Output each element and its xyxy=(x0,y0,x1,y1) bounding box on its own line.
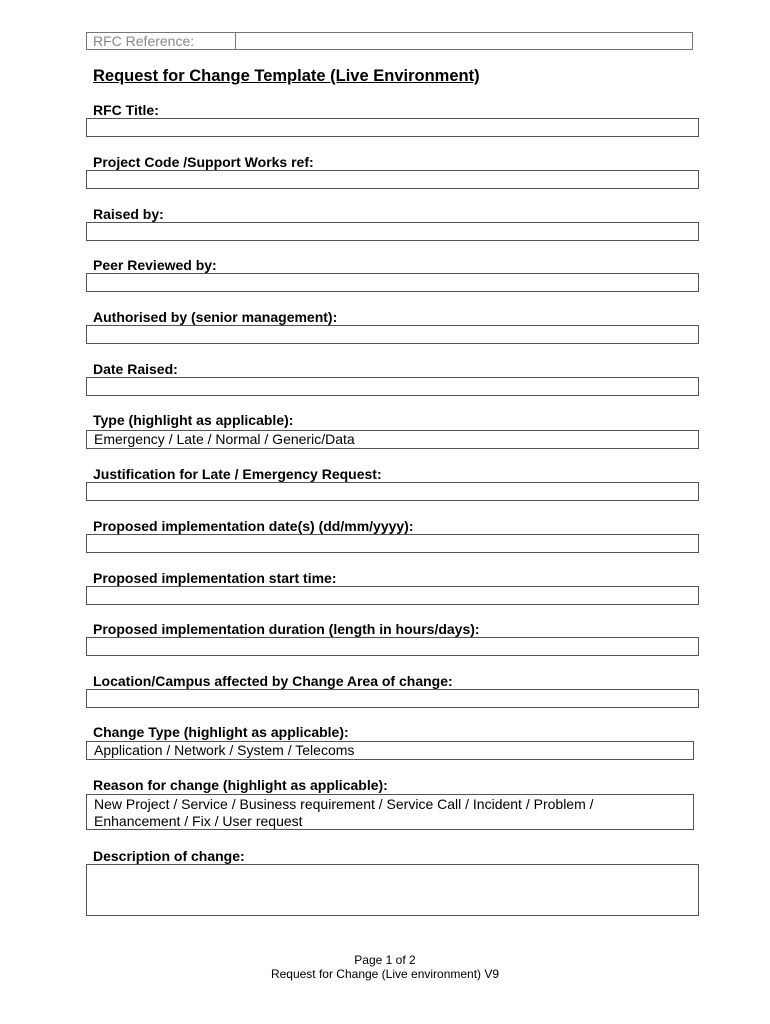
reason-label: Reason for change (highlight as applicable): xyxy=(93,777,388,793)
raised-by-label: Raised by: xyxy=(93,206,164,222)
reason-options[interactable] xyxy=(86,794,694,830)
rfc-title-label: RFC Title: xyxy=(93,102,159,118)
impl-start-time-label: Proposed implementation start time: xyxy=(93,570,337,586)
rfc-reference-box xyxy=(86,32,693,50)
rfc-reference-input[interactable] xyxy=(236,33,692,49)
raised-by-input[interactable] xyxy=(86,222,699,241)
impl-duration-input[interactable] xyxy=(86,637,699,656)
authorised-by-input[interactable] xyxy=(86,325,699,344)
reason-options-line-1: New Project / Service / Business requirement / Service Call / Incident / Problem / xyxy=(94,796,594,812)
impl-dates-input[interactable] xyxy=(86,534,699,553)
impl-dates-label: Proposed implementation date(s) (dd/mm/yyyy): xyxy=(93,518,414,534)
type-options[interactable]: Emergency / Late / Normal / Generic/Data xyxy=(86,430,699,449)
project-code-input[interactable] xyxy=(86,170,699,189)
page-number: Page 1 of 2 xyxy=(354,953,416,967)
location-input[interactable] xyxy=(86,689,699,708)
impl-start-time-input[interactable] xyxy=(86,586,699,605)
date-raised-input[interactable] xyxy=(86,377,699,396)
change-type-options[interactable]: Application / Network / System / Telecoms xyxy=(86,741,694,760)
page-title: Request for Change Template (Live Environment) xyxy=(93,67,480,85)
type-label: Type (highlight as applicable): xyxy=(93,412,294,428)
location-label: Location/Campus affected by Change Area of change: xyxy=(93,673,453,689)
impl-duration-label: Proposed implementation duration (length in hours/days): xyxy=(93,621,480,637)
peer-reviewed-by-input[interactable] xyxy=(86,273,699,292)
rfc-title-input[interactable] xyxy=(86,118,699,137)
description-label: Description of change: xyxy=(93,848,245,864)
document-name: Request for Change (Live environment) V9 xyxy=(270,967,500,981)
authorised-by-label: Authorised by (senior management): xyxy=(93,309,338,325)
rfc-reference-label: RFC Reference: xyxy=(87,33,236,49)
justification-label: Justification for Late / Emergency Request: xyxy=(93,466,382,482)
description-input[interactable] xyxy=(86,864,699,916)
justification-input[interactable] xyxy=(86,482,699,501)
peer-reviewed-by-label: Peer Reviewed by: xyxy=(93,257,217,273)
reason-options-line-2: Enhancement / Fix / User request xyxy=(94,813,303,829)
change-type-label: Change Type (highlight as applicable): xyxy=(93,724,349,740)
date-raised-label: Date Raised: xyxy=(93,361,178,377)
project-code-label: Project Code /Support Works ref: xyxy=(93,154,314,170)
